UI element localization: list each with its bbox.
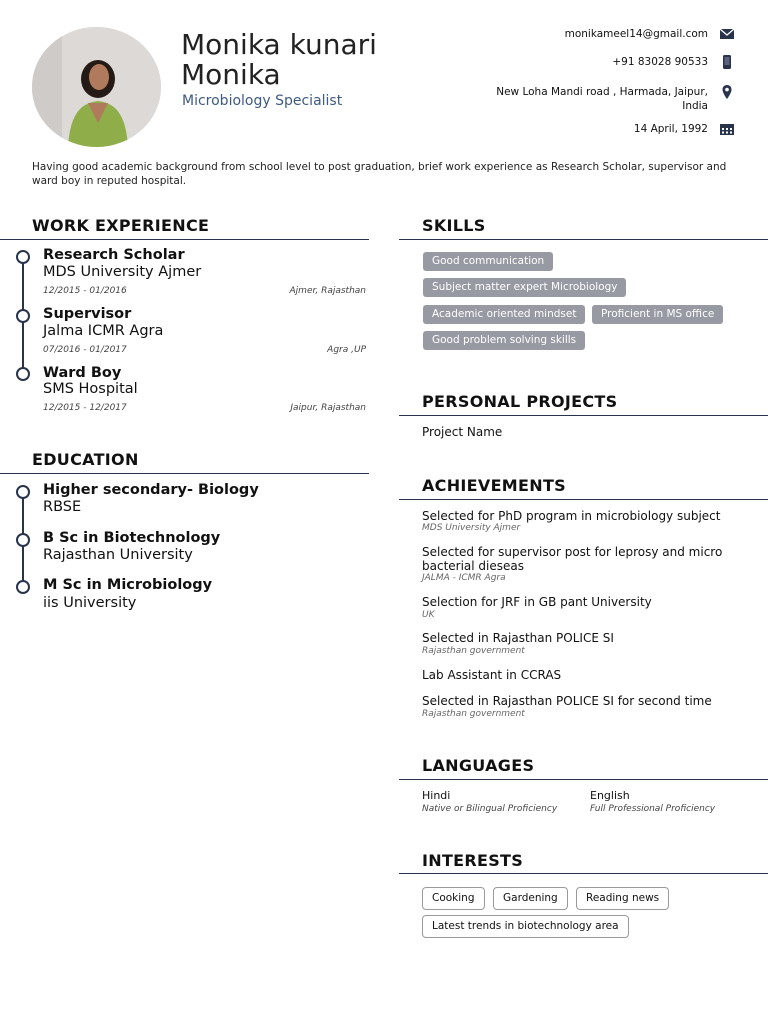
summary: Having good academic background from school level to post graduation, brief work experience as Research Scholar, supervisor and ward boy in reputed hospital. xyxy=(32,161,727,187)
achievement-title: Lab Assistant in CCRAS xyxy=(422,668,562,682)
projects-divider xyxy=(399,415,768,416)
achievement-sub: MDS University Ajmer xyxy=(422,523,521,533)
phone[interactable]: +91 83028 90533 xyxy=(612,56,708,68)
languages-heading: LANGUAGES xyxy=(422,756,535,775)
work-location: Ajmer, Rajasthan xyxy=(289,286,366,296)
work-org: MDS University Ajmer xyxy=(43,264,202,280)
interests-divider xyxy=(399,873,768,874)
location-pin-icon xyxy=(719,84,735,100)
work-org: SMS Hospital xyxy=(43,381,138,397)
skill-tag: Academic oriented mindset xyxy=(423,305,585,324)
work-heading: WORK EXPERIENCE xyxy=(32,216,210,235)
work-role: Ward Boy xyxy=(43,365,122,381)
achievement-title: Selection for JRF in GB pant University xyxy=(422,595,652,609)
work-role: Supervisor xyxy=(43,306,132,322)
timeline-dot xyxy=(16,309,30,323)
work-dates: 12/2015 - 01/2016 xyxy=(43,286,127,296)
full-name xyxy=(181,30,377,90)
skills-heading: SKILLS xyxy=(422,216,486,235)
language-name: English xyxy=(590,789,630,802)
email[interactable]: monikameel14@gmail.com xyxy=(564,28,708,40)
timeline-dot xyxy=(16,485,30,499)
language-name: Hindi xyxy=(422,789,451,802)
language-level: Full Professional Proficiency xyxy=(590,804,716,814)
achievement-title: Selected for supervisor post for leprosy and micro bacterial dieseas xyxy=(422,545,723,573)
education-degree: M Sc in Microbiology xyxy=(43,577,213,593)
timeline-dot xyxy=(16,367,30,381)
education-degree: B Sc in Biotechnology xyxy=(43,530,221,546)
work-org: Jalma ICMR Agra xyxy=(43,323,164,339)
achievement-sub: Rajasthan government xyxy=(422,646,525,656)
language-level: Native or Bilingual Proficiency xyxy=(422,804,558,814)
address xyxy=(496,85,708,113)
address-line-2: India xyxy=(682,100,708,112)
phone-icon xyxy=(719,54,735,70)
work-dates: 07/2016 - 01/2017 xyxy=(43,345,127,355)
work-location: Jaipur, Rajasthan xyxy=(290,403,366,413)
education-school: Rajasthan University xyxy=(43,547,193,563)
work-divider xyxy=(0,239,369,240)
achievements-divider xyxy=(399,499,768,500)
education-school: RBSE xyxy=(43,499,82,515)
achievements-heading: ACHIEVEMENTS xyxy=(422,476,566,495)
job-title: Microbiology Specialist xyxy=(182,93,343,109)
skill-tag: Subject matter expert Microbiology xyxy=(423,278,626,297)
address-line-1: New Loha Mandi road , Harmada, Jaipur, xyxy=(496,86,708,98)
project-name: Project Name xyxy=(422,425,503,439)
achievement-title: Selected for PhD program in microbiology subject xyxy=(422,509,721,523)
education-heading: EDUCATION xyxy=(32,450,139,469)
interest-tag: Latest trends in biotechnology area xyxy=(422,915,629,938)
education-degree: Higher secondary- Biology xyxy=(43,482,259,498)
achievement-title: Selected in Rajasthan POLICE SI for second time xyxy=(422,694,712,708)
interest-tag: Reading news xyxy=(576,887,669,910)
date-of-birth: 14 April, 1992 xyxy=(633,123,708,135)
name-line-2: Monika xyxy=(181,58,281,91)
timeline-dot xyxy=(16,533,30,547)
education-divider xyxy=(0,473,369,474)
achievement-sub: UK xyxy=(422,610,435,620)
interest-tag: Gardening xyxy=(493,887,568,910)
skill-tag: Good problem solving skills xyxy=(423,331,585,350)
work-role: Research Scholar xyxy=(43,247,185,263)
interests-heading: INTERESTS xyxy=(422,851,524,870)
skills-divider xyxy=(399,239,768,240)
work-location: Agra ,UP xyxy=(327,345,366,355)
achievement-title: Selected in Rajasthan POLICE SI xyxy=(422,631,614,645)
achievement-sub: Rajasthan government xyxy=(422,709,525,719)
interest-tag: Cooking xyxy=(422,887,485,910)
envelope-icon xyxy=(719,26,735,42)
work-dates: 12/2015 - 12/2017 xyxy=(43,403,127,413)
name-line-1: Monika kunari xyxy=(181,28,377,61)
education-school: iis University xyxy=(43,595,137,611)
skill-tag: Good communication xyxy=(423,252,553,271)
calendar-icon xyxy=(719,121,735,137)
projects-heading: PERSONAL PROJECTS xyxy=(422,392,618,411)
timeline-dot xyxy=(16,580,30,594)
timeline-dot xyxy=(16,250,30,264)
profile-photo xyxy=(32,27,161,147)
skill-tag: Proficient in MS office xyxy=(592,305,723,324)
achievement-sub: JALMA - ICMR Agra xyxy=(422,573,506,583)
languages-divider xyxy=(399,779,768,780)
